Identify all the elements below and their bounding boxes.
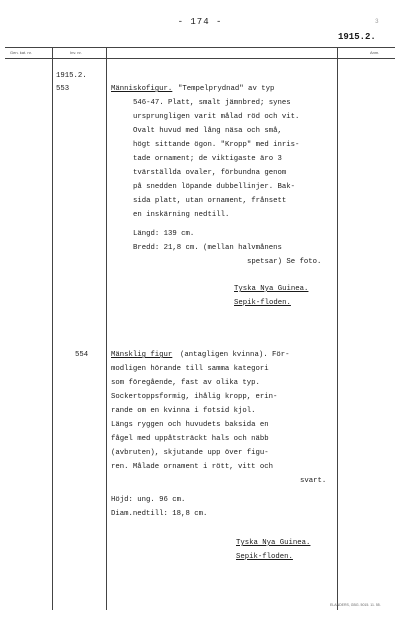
entry1-river: Sepik-floden. — [234, 299, 291, 307]
entry2-title: Mänsklig figur — [111, 351, 173, 359]
entry1-line-8: sida platt, utan ornament, frånsett — [133, 197, 287, 205]
entry1-line-1: 546-47. Platt, smalt jämnbred; synes — [133, 99, 291, 107]
entry1-title: Människofigur. — [111, 85, 173, 93]
entry2-height: Höjd: ung. 96 cm. — [111, 496, 186, 504]
page-number: - 174 - — [177, 17, 223, 27]
entry2-line-7: (avbruten), skjutande upp över figu- — [111, 449, 269, 457]
entry1-line-5: tade ornament; de viktigaste äro 3 — [133, 155, 282, 163]
entry1-width-cont: spetsar) Se foto. — [247, 258, 322, 266]
entry1-provenance: Tyska Nya Guinea. — [234, 285, 309, 293]
entry2-line-2: som föregående, fast av olika typ. — [111, 379, 260, 387]
column-divider-2 — [106, 47, 107, 610]
entry1-line-3: Ovalt huvud med lång näsa och små, — [133, 127, 282, 135]
entry1-line-2: ursprungligen varit målad röd och vit. — [133, 113, 300, 121]
entry2-line-3: Sockertoppsformig, ihålig kropp, erin- — [111, 393, 278, 401]
entry1-line-6: tvärställda ovaler, förbundna genom — [133, 169, 287, 177]
corner-mark: 3 — [375, 18, 379, 25]
entry2-line-1: modligen hörande till samma kategori — [111, 365, 269, 373]
entry1-accession: 1915.2. — [56, 72, 87, 80]
catalog-stamp: 1915.2. — [338, 32, 376, 42]
entry1-line-7: på snedden löpande dubbellinjer. Bak- — [133, 183, 296, 191]
entry2-line-5: Längs ryggen och huvudets baksida en — [111, 421, 269, 429]
entry1-line-4: högt sittande ögon. "Kropp" med inris- — [133, 141, 300, 149]
entry1-length: Längd: 139 cm. — [133, 230, 195, 238]
entry2-line-6: fågel med uppåtsträckt hals och näbb — [111, 435, 269, 443]
entry2-line-9: svart. — [300, 477, 327, 485]
entry2-river: Sepik-floden. — [236, 553, 293, 561]
entry1-number: 553 — [56, 85, 70, 93]
entry1-line-9: en inskärning nedtill. — [133, 211, 230, 219]
entry1-line-0: "Tempelprydnad" av typ — [178, 85, 275, 93]
entry1-width: Bredd: 21,8 cm. (mellan halvmånens — [133, 244, 282, 252]
entry2-line-0: (antagligen kvinna). För- — [180, 351, 290, 359]
printer-footer: ELANDERS, GBG. 5015. 11. 55. — [330, 603, 381, 607]
column-divider-1 — [52, 47, 53, 610]
column-divider-3 — [337, 47, 338, 610]
entry2-number: 554 — [75, 351, 89, 359]
entry2-provenance: Tyska Nya Guinea. — [236, 539, 311, 547]
column-header-cat: Gen. kat. nr. — [10, 50, 32, 55]
entry2-line-8: ren. Målade ornament i rött, vitt och — [111, 463, 274, 471]
entry2-diameter: Diam.nedtill: 18,8 cm. — [111, 510, 208, 518]
column-header-anm: Anm. — [370, 50, 380, 55]
column-header-inv: Inv. nr. — [70, 50, 82, 55]
entry2-line-4: rande om en kvinna i fotsid kjol. — [111, 407, 256, 415]
